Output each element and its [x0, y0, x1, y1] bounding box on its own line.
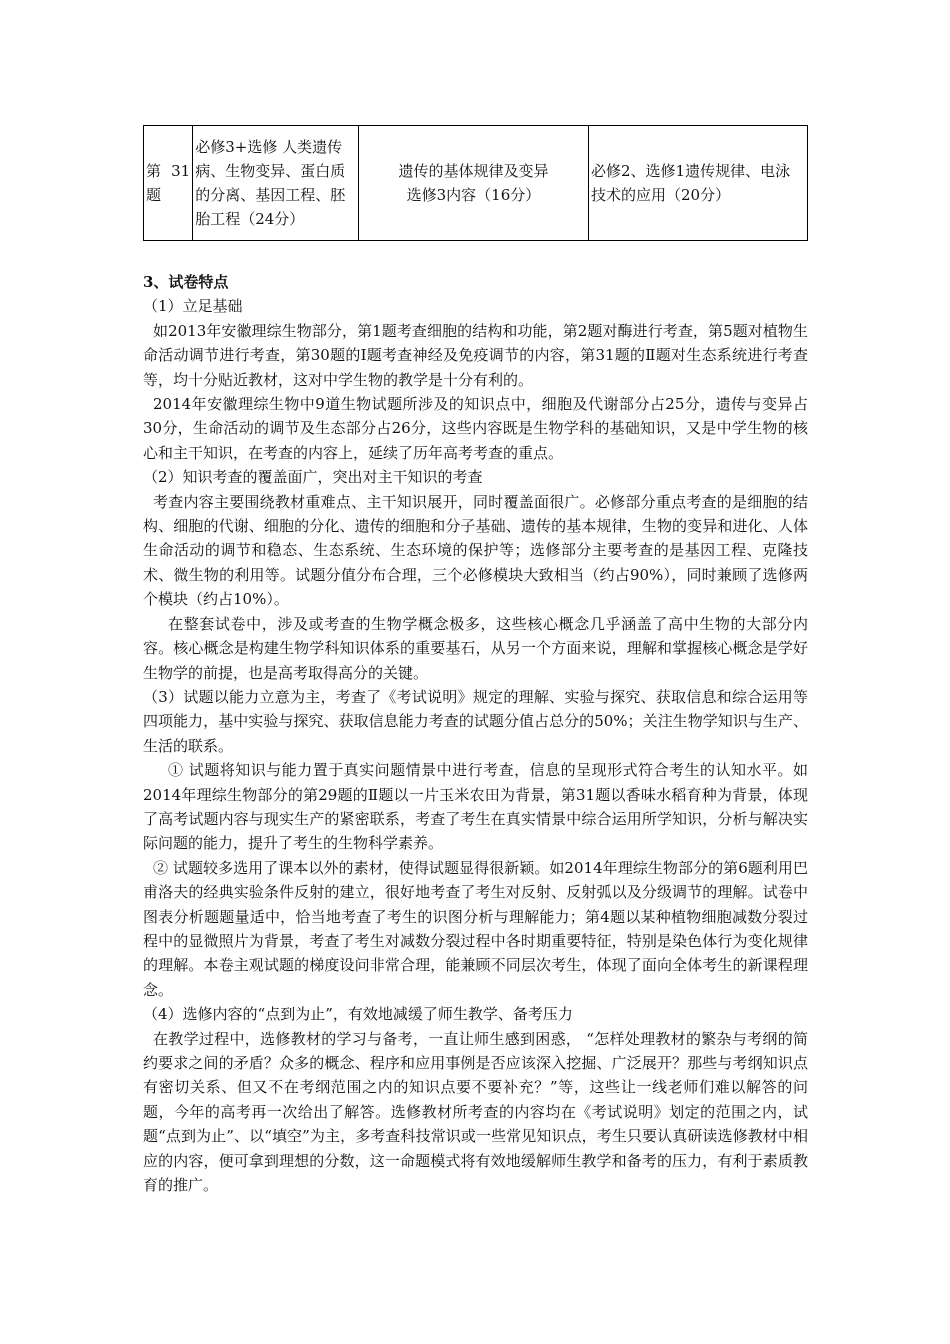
section-heading: 3、试卷特点 — [143, 273, 229, 291]
question-number-prefix: 第 — [146, 162, 162, 180]
table-cell-2013: 必修3+选修 人类遗传病、生物变异、蛋白质的分离、基因工程、胚胎工程（24分） — [193, 126, 359, 241]
table-cell-2014-line1: 遗传的基体规律及变异 — [398, 162, 549, 180]
table-cell-2014-line2: 选修3内容（16分） — [406, 186, 541, 204]
table-cell-2014 — [358, 126, 588, 241]
exam-comparison-table — [143, 125, 808, 241]
question-number: 31 — [171, 162, 191, 180]
paragraph: 考查内容主要围绕教材重难点、主干知识展开，同时覆盖面很广。必修部分重点考查的是细胞的结构、细胞的代谢、细胞的分化、遗传的细胞和分子基础、遗传的基本规律，生物的变异和进化、人体生命活动的调节和稳态、生态系统、生态环境的保护等；选修部分主要考查的是基因工程、克隆技术、微生物的利用等。试题分值分布合理，三个必修模块大致相当（约占90%），同时兼顾了选修两个模块（约占10%）。 — [143, 492, 808, 609]
paragraph: 在教学过程中，选修教材的学习与备考，一直让师生感到困惑， “怎样处理教材的繁杂与考纲的简约要求之间的矛盾？众多的概念、程序和应用事例是否应该深入挖掘、广泛展开？那些与考纲知识点有密切关系、但又不在考纲范围之内的知识点要不要补充？”等，这些让一线老师们难以解答的问题，今年的高考再一次给出了解答。选修教材所考查的内容均在《考试说明》划定的范围之内，试题“点到为止”、以“填空”为主，多考查科技常识或一些常见知识点，考生只要认真研读选修教材中相应的内容，便可拿到理想的分数，这一命题模式将有效地缓解师生教学和备考的压力，有利于素质教育的推广。 — [143, 1029, 808, 1195]
question-number-suffix: 题 — [146, 186, 162, 204]
paragraph: 在整套试卷中，涉及或考查的生物学概念极多，这些核心概念几乎涵盖了高中生物的大部分内容。核心概念是构建生物学科知识体系的重要基石，从另一个方面来说，理解和掌握核心概念是学好生物学的前提，也是高考取得高分的关键。 — [143, 614, 808, 682]
subheading-2: （2）知识考查的覆盖面广，突出对主干知识的考查 — [143, 468, 483, 487]
question-number-cell — [144, 126, 193, 241]
subheading-1: （1）立足基础 — [143, 297, 243, 316]
paragraph: ① 试题将知识与能力置于真实问题情景中进行考查，信息的呈现形式符合考生的认知水平。如2014年理综生物部分的第29题的Ⅱ题以一片玉米农田为背景，第31题以香味水稻育种为背景，体现了高考试题内容与现实生产的紧密联系，考查了考生在真实情景中综合运用所学知识，分析与解决实际问题的能力，提升了考生的生物科学素养。 — [143, 761, 808, 853]
paragraph: 如2013年安徽理综生物部分，第1题考查细胞的结构和功能，第2题对酶进行考查，第5题对植物生命活动调节进行考查，第30题的Ⅰ题考查神经及免疫调节的内容，第31题的Ⅱ题对生态系统进行考查等，均十分贴近教材，这对中学生物的教学是十分有利的。 — [143, 321, 808, 389]
table-row — [144, 126, 808, 241]
paragraph: 2014年安徽理综生物中9道生物试题所涉及的知识点中，细胞及代谢部分占25分，遗传与变异占30分，生命活动的调节及生态部分占26分，这些内容既是生物学科的基础知识，又是中学生物的核心和主干知识，在考查的内容上，延续了历年高考考查的重点。 — [143, 395, 808, 462]
section-content — [143, 270, 808, 1197]
paragraph: ② 试题较多选用了课本以外的素材，使得试题显得很新颖。如2014年理综生物部分的第6题利用巴甫洛夫的经典实验条件反射的建立，很好地考查了考生对反射、反射弧以及分级调节的理解。试卷中图表分析题题量适中，恰当地考查了考生的识图分析与理解能力；第4题以某种植物细胞减数分裂过程中的显微照片为背景，考查了考生对减数分裂过程中各时期重要特征，特别是染色体行为变化规律的理解。本卷主观试题的梯度设问非常合理，能兼顾不同层次考生，体现了面向全体考生的新课程理念。 — [143, 858, 808, 999]
table-cell-2015: 必修2、选修1遗传规律、电泳技术的应用（20分） — [588, 126, 807, 241]
subheading-4: （4）选修内容的“点到为止”，有效地减缓了师生教学、备考压力 — [143, 1005, 573, 1024]
subheading-3: （3）试题以能力立意为主，考查了《考试说明》规定的理解、实验与探究、获取信息和综合运用等四项能力，基中实验与探究、获取信息能力考查的试题分值占总分的50%；关注生物学知识与生产、生活的联系。 — [143, 687, 808, 755]
